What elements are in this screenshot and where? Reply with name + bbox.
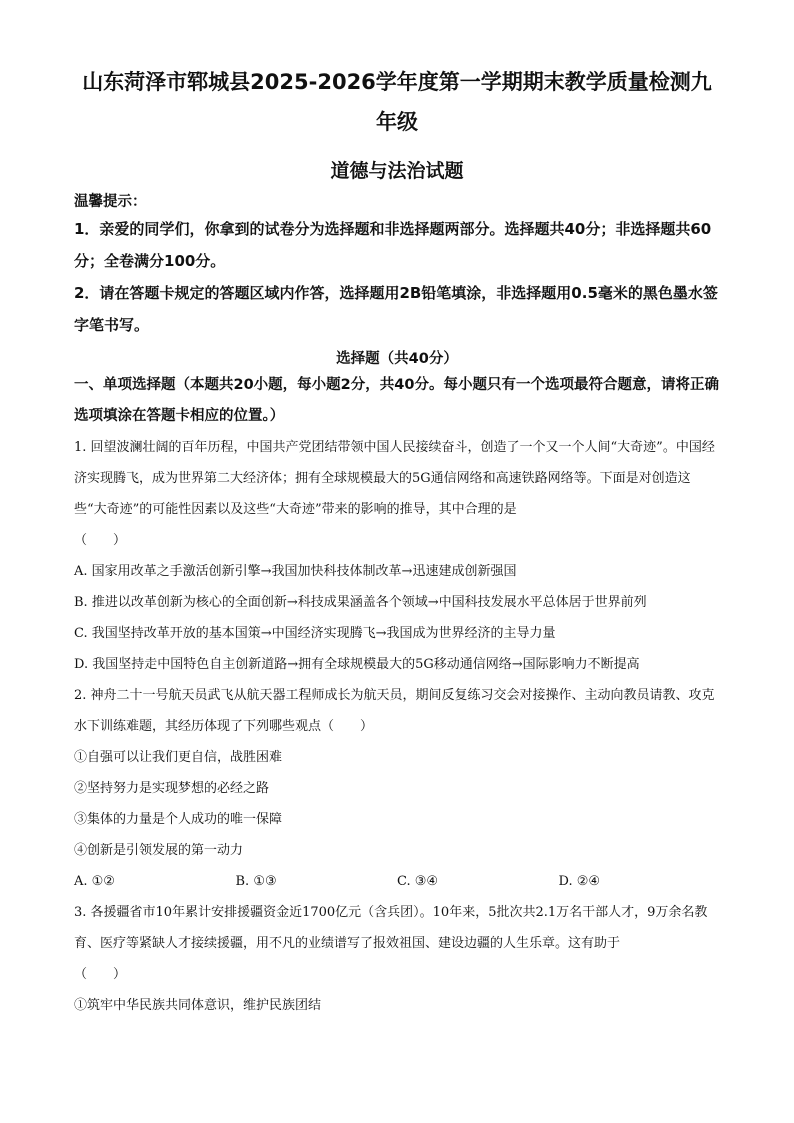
- question-2-choice-b: B. ①③: [235, 874, 277, 889]
- question-3-stem: 3. 各援疆省市10年累计安排援疆资金近1700亿元（含兵团）。10年来，5批次共2.1万名干部人才，9万余名教育、医疗等紧缺人才接续援疆，用不凡的业绩谱写了报效祖国、建设边疆的人生乐章。这有助于: [74, 905, 708, 951]
- part-instructions: 一、单项选择题（本题共20小题，每小题2分，共40分。每小题只有一个选项最符合题意，请将正确选项填涂在答题卡相应的位置。）: [74, 377, 719, 424]
- question-1-blank: （ ）: [74, 533, 127, 548]
- question-2-statement-3: ③集体的力量是个人成功的唯一保障: [74, 812, 283, 827]
- question-2-statement-2: ②坚持努力是实现梦想的必经之路: [74, 781, 270, 796]
- notice-item-1: 1．亲爱的同学们，你拿到的试卷分为选择题和非选择题两部分。选择题共40分；非选择题共60分；全卷满分100分。: [74, 220, 712, 270]
- notice-heading: 温馨提示：: [74, 194, 147, 210]
- question-2-choice-a: A. ①②: [74, 874, 115, 889]
- question-1-option-d: D. 我国坚持走中国特色自主创新道路→拥有全球规模最大的5G移动通信网络→国际影响力不断提高: [74, 657, 640, 672]
- question-3-blank: （ ）: [74, 967, 127, 982]
- question-2-choices: [74, 866, 720, 897]
- exam-title: 山东菏泽市郓城县2025-2026学年度第一学期期末教学质量检测九年级: [82, 70, 712, 134]
- question-1-stem: 1. 回望波澜壮阔的百年历程，中国共产党团结带领中国人民接续奋斗，创造了一个又一个人间“大奇迹”。中国经济实现腾飞，成为世界第二大经济体；拥有全球规模最大的5G通信网络和高速铁路网络等。下面是对创造这些“大奇迹”的可能性因素以及这些“大奇迹”带来的影响的推导，其中合理的是: [74, 440, 715, 517]
- question-2-stem: 2. 神舟二十一号航天员武飞从航天器工程师成长为航天员，期间反复练习交会对接操作、主动向教员请教、攻克水下训练难题，其经历体现了下列哪些观点（ ）: [74, 688, 715, 734]
- question-2-choice-d: D. ②④: [558, 874, 601, 889]
- question-1-option-c: C. 我国坚持改革开放的基本国策→中国经济实现腾飞→我国成为世界经济的主导力量: [74, 626, 556, 641]
- question-1-option-a: A. 国家用改革之手激活创新引擎→我国加快科技体制改革→迅速建成创新强国: [74, 564, 517, 579]
- question-2-statement-1: ①自强可以让我们更自信，战胜困难: [74, 750, 283, 765]
- question-2-statement-4: ④创新是引领发展的第一动力: [74, 843, 244, 858]
- notice-item-2: 2．请在答题卡规定的答题区域内作答，选择题用2B铅笔填涂，非选择题用0.5毫米的黑色墨水签字笔书写。: [74, 284, 718, 334]
- question-2-choice-c: C. ③④: [397, 874, 439, 889]
- question-3-statement-1: ①筑牢中华民族共同体意识，维护民族团结: [74, 998, 322, 1013]
- subject-title: 道德与法治试题: [330, 160, 464, 182]
- question-1-option-b: B. 推进以改革创新为核心的全面创新→科技成果涵盖各个领域→中国科技发展水平总体居于世界前列: [74, 595, 647, 610]
- section-title: 选择题（共40分）: [336, 351, 458, 367]
